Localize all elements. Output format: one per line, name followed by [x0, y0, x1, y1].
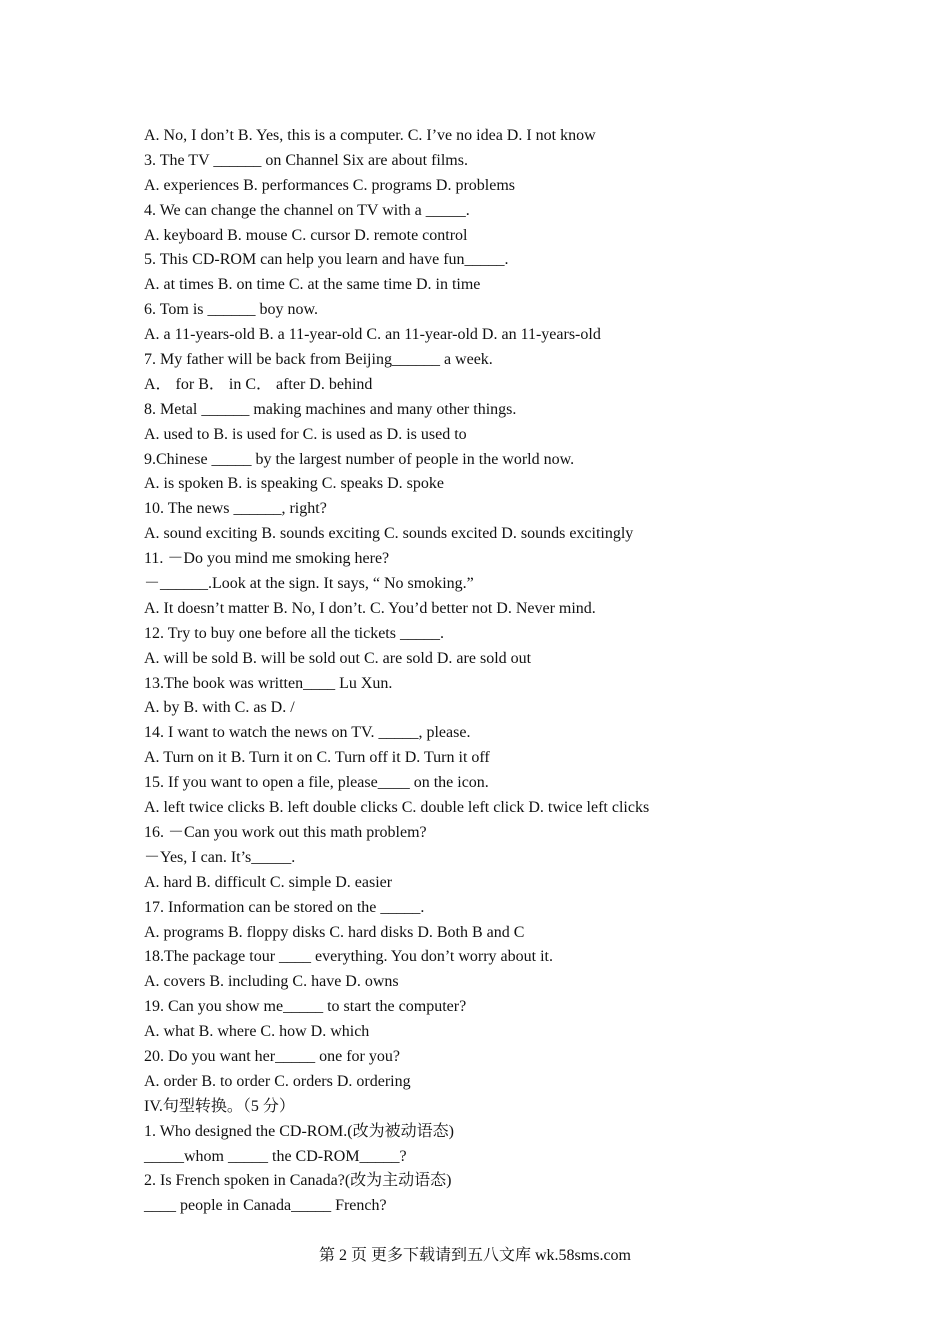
text-line: 19. Can you show me_____ to start the computer?	[144, 998, 467, 1016]
text-line: 14. I want to watch the news on TV. _____, please.	[144, 724, 471, 742]
text-line: 4. We can change the channel on TV with a _____.	[144, 201, 470, 219]
text-line: 15. If you want to open a file, please____ on the icon.	[144, 774, 489, 792]
text-line: －Yes, I can. It’s_____.	[144, 848, 296, 866]
text-line: ____ people in Canada_____ French?	[144, 1197, 387, 1215]
text-line: 9.Chinese _____ by the largest number of people in the world now.	[144, 450, 575, 468]
text-line: 5. This CD-ROM can help you learn and have fun_____.	[144, 251, 509, 269]
text-line: A. will be sold B. will be sold out C. are sold D. are sold out	[144, 649, 532, 667]
text-line: A. experiences B. performances C. programs D. problems	[144, 176, 515, 194]
page-footer: 第 2 页 更多下载请到五八文库 wk.58sms.com	[318, 1247, 631, 1264]
text-line: A. keyboard B. mouse C. cursor D. remote control	[144, 226, 468, 244]
text-line: A. used to B. is used for C. is used as D. is used to	[144, 425, 467, 443]
text-line: 6. Tom is ______ boy now.	[144, 301, 318, 319]
text-line: A. is spoken B. is speaking C. speaks D. spoke	[144, 475, 444, 493]
text-line: A. hard B. difficult C. simple D. easier	[144, 873, 393, 891]
text-line: 20. Do you want her_____ one for you?	[144, 1047, 400, 1065]
text-line: A. It doesn’t matter B. No, I don’t. C. You’d better not D. Never mind.	[144, 599, 596, 617]
text-line: A. by B. with C. as D. /	[144, 699, 295, 717]
text-line: A. order B. to order C. orders D. ordering	[144, 1072, 411, 1090]
text-line: 8. Metal ______ making machines and many other things.	[144, 400, 517, 418]
text-line: IV.句型转换。（5 分）	[144, 1097, 295, 1115]
text-line: A. left twice clicks B. left double clicks C. double left click D. twice left clicks	[144, 799, 650, 817]
text-line: A. a 11-years-old B. a 11-year-old C. an 11-year-old D. an 11-years-old	[144, 326, 601, 344]
text-line: 10. The news ______, right?	[144, 500, 327, 518]
text-line: A. what B. where C. how D. which	[144, 1023, 370, 1041]
text-line: A. covers B. including C. have D. owns	[144, 973, 399, 991]
text-line: 7. My father will be back from Beijing______ a week.	[144, 351, 493, 369]
text-line: 17. Information can be stored on the _____.	[144, 898, 425, 916]
text-line: A. Turn on it B. Turn it on C. Turn off it D. Turn it off	[144, 749, 490, 767]
text-line: 12. Try to buy one before all the tickets _____.	[144, 624, 444, 642]
text-line: 1. Who designed the CD-ROM.(改为被动语态)	[144, 1122, 454, 1140]
document-body	[144, 124, 844, 1219]
text-line: 2. Is French spoken in Canada?(改为主动语态)	[144, 1172, 452, 1190]
text-line: 11. －Do you mind me smoking here?	[144, 550, 390, 568]
text-line: 18.The package tour ____ everything. You don’t worry about it.	[144, 948, 553, 966]
text-line: A. programs B. floppy disks C. hard disks D. Both B and C	[144, 923, 525, 941]
text-line: A. No, I don’t B. Yes, this is a computer. C. I’ve no idea D. I not know	[144, 127, 596, 144]
text-line: _____whom _____ the CD-ROM_____?	[144, 1147, 407, 1165]
text-line: A． for B． in C． after D. behind	[144, 375, 373, 393]
text-line: 13.The book was written____ Lu Xun.	[144, 674, 393, 692]
text-line: A. at times B. on time C. at the same time D. in time	[144, 276, 481, 294]
text-line: －______.Look at the sign. It says, “ No smoking.”	[144, 575, 474, 593]
text-line: 16. －Can you work out this math problem?	[144, 823, 427, 841]
text-line: A. sound exciting B. sounds exciting C. sounds excited D. sounds excitingly	[144, 525, 634, 543]
text-line: 3. The TV ______ on Channel Six are about films.	[144, 151, 468, 169]
